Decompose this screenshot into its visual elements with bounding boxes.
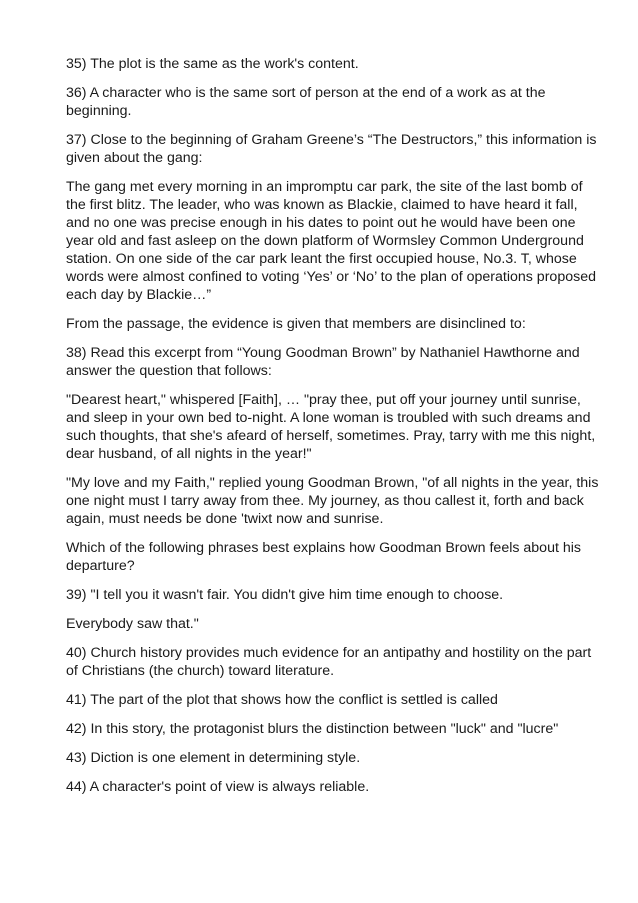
question-39: 39) "I tell you it wasn't fair. You didn't give him time enough to choose. (66, 587, 504, 603)
question-43: 43) Diction is one element in determining style. (66, 750, 361, 766)
question-44: 44) A character's point of view is always reliable. (66, 779, 370, 795)
question-35: 35) The plot is the same as the work's content. (66, 56, 359, 72)
destructors-excerpt: The gang met every morning in an impromptu car park, the site of the last bomb of the first blitz. The leader, who was known as Blackie, claimed to have heard it fall, and no one was precise enough in his dates to point out he would have been one year old and fast asleep on the down platform of Wormsley Common Underground station. On one side of the car park leant the first occupied house, No.3. T, whose words were almost confined to voting ‘Yes’ or ‘No’ to the plan of operations proposed each day by Blackie…” (66, 179, 596, 303)
goodman-brown-excerpt-faith: "Dearest heart," whispered [Faith], … "pray thee, put off your journey until sunrise, and sleep in your own bed to-night. A lone woman is troubled with such dreams and such thoughts, that she's afeard of herself, sometimes. Pray, tarry with me this night, dear husband, of all nights in the year!" (66, 392, 596, 462)
question-37: 37) Close to the beginning of Graham Greene’s “The Destructors,” this information is given about the gang: (66, 132, 597, 166)
question-40: 40) Church history provides much evidence for an antipathy and hostility on the part of Christians (the church) toward literature. (66, 645, 592, 679)
question-39-continued: Everybody saw that." (66, 616, 199, 632)
document-page (66, 55, 600, 807)
goodman-brown-excerpt-reply: "My love and my Faith," replied young Goodman Brown, "of all nights in the year, this one night must I tarry away from thee. My journey, as thou callest it, forth and back again, must needs be done 'twixt now and sunrise. (66, 475, 599, 527)
question-38: 38) Read this excerpt from “Young Goodman Brown” by Nathaniel Hawthorne and answer the question that follows: (66, 345, 580, 379)
question-37-prompt: From the passage, the evidence is given that members are disinclined to: (66, 316, 526, 332)
question-41: 41) The part of the plot that shows how the conflict is settled is called (66, 692, 498, 708)
question-42: 42) In this story, the protagonist blurs the distinction between "luck" and "lucre" (66, 721, 559, 737)
question-38-prompt: Which of the following phrases best explains how Goodman Brown feels about his departure? (66, 540, 581, 574)
question-36: 36) A character who is the same sort of person at the end of a work as at the beginning. (66, 85, 546, 119)
